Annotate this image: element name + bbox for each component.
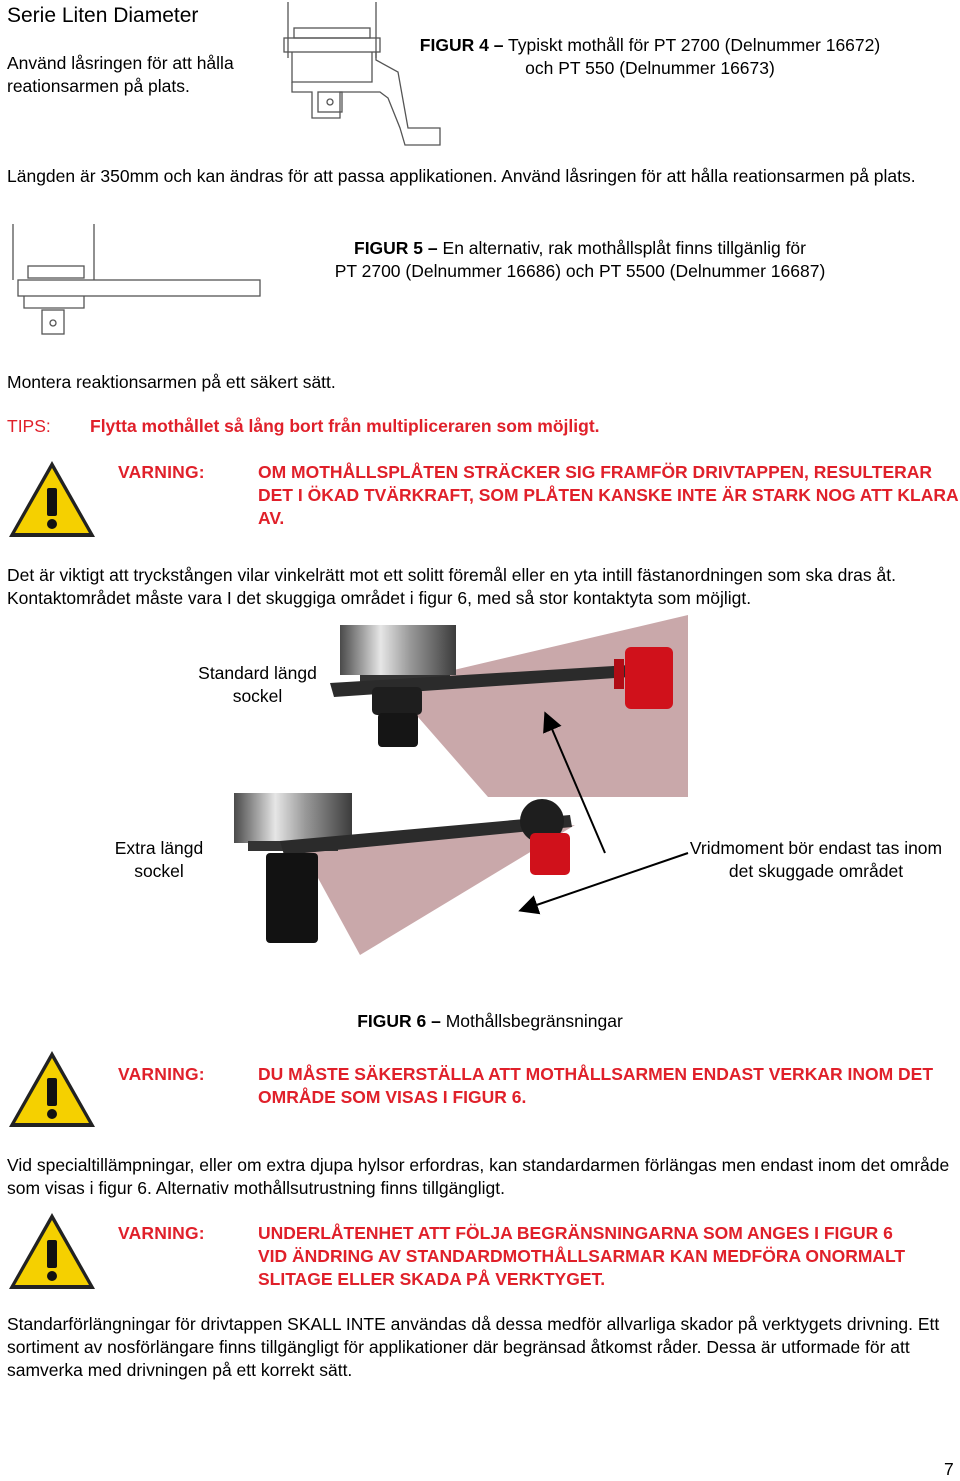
figure4-label: FIGUR 4 (419, 35, 489, 55)
paragraph-special: Vid specialtillämpningar, eller om extra djupa hylsor erfordras, kan standardarmen förlängas men endast inom det område som visas i figur 6. Alternativ mothållsutrustning finns tillgängligt. (7, 1155, 950, 1198)
warning3-label: VARNING: (118, 1223, 205, 1243)
figure5-drawing (10, 222, 265, 337)
warning2-text: DU MÅSTE SÄKERSTÄLLA ATT MOTHÅLLSARMEN ENDAST VERKAR INOM DET OMRÅDE SOM VISAS I FIGUR 6. (258, 1064, 934, 1107)
figure6-text: Mothållsbegränsningar (445, 1011, 623, 1031)
warning1-label: VARNING: (118, 462, 205, 482)
warning2-label: VARNING: (118, 1064, 205, 1084)
paragraph-extensions: Standarförlängningar för drivtappen SKALL INTE användas då dessa medför allvarliga skador på verktygets drivning. Ett sortiment av nosförlängare finns tillgängligt för applikationer där begränsad åtkomst råder. Dessa är utformade för att samverka med drivningen på ett korrekt sätt. (7, 1314, 940, 1380)
figure5-dash: – (427, 238, 438, 258)
tips-label: TIPS: (7, 416, 51, 436)
figure4-dash: – (493, 35, 504, 55)
warning-triangle-icon (6, 1210, 98, 1292)
figure5-caption (290, 237, 870, 283)
warning-triangle-icon (6, 1048, 98, 1130)
figure6-caption (300, 1010, 680, 1033)
warning-triangle-icon (6, 458, 98, 540)
torque-zone-label: Vridmoment bör endast tas inom det skuggade området (689, 838, 943, 881)
figure5-label: FIGUR 5 (354, 238, 424, 258)
figure5-text-line1: En alternativ, rak mothållsplåt finns tillgänlig för (442, 238, 806, 258)
figure5-text-line2: PT 2700 (Delnummer 16686) och PT 5500 (Delnummer 16687) (334, 261, 826, 281)
paragraph-mount: Montera reaktionsarmen på ett säkert sätt. (7, 372, 336, 392)
tips-text: Flytta mothållet så lång bort från multipliceraren som möjligt. (90, 416, 600, 436)
figure4-caption (415, 34, 885, 80)
figure6-label: FIGUR 6 (357, 1011, 427, 1031)
section-title: Serie Liten Diameter (7, 4, 199, 27)
paragraph-contact: Det är viktigt att tryckstången vilar vinkelrätt mot ett solitt föremål eller en yta intill fästanordningen som ska dras åt. Kontaktområdet måste vara I det skuggiga området i figur 6, med så stor kontaktyta som möjligt. (7, 565, 896, 608)
page-number: 7 (944, 1459, 954, 1479)
figure4-text: Typiskt mothåll för PT 2700 (Delnummer 16672) och PT 550 (Delnummer 16673) (508, 35, 881, 78)
extra-socket-label: Extra längd sockel (114, 838, 204, 881)
warning1-text: OM MOTHÅLLSPLÅTEN STRÄCKER SIG FRAMFÖR DRIVTAPPEN, RESULTERAR DET I ÖKAD TVÄRKRAFT, SOM PLÅTEN KANSKE INTE ÄR STARK NOG ATT KLARA AV. (258, 462, 958, 528)
figure6-dash: – (431, 1011, 441, 1031)
lock-ring-note: Använd låsringen för att hålla reationsarmen på plats. (7, 53, 234, 96)
paragraph-length: Längden är 350mm och kan ändras för att passa applikationen. Använd låsringen för att hålla reationsarmen på plats. (7, 166, 916, 186)
warning3-text: UNDERLÅTENHET ATT FÖLJA BEGRÄNSNINGARNA SOM ANGES I FIGUR 6 VID ÄNDRING AV STANDARDMOTHÅLLSARMAR KAN MEDFÖRA ONORMALT SLITAGE ELLER SKADA PÅ VERKTYGET. (258, 1223, 906, 1289)
standard-socket-label: Standard längd sockel (198, 663, 317, 706)
